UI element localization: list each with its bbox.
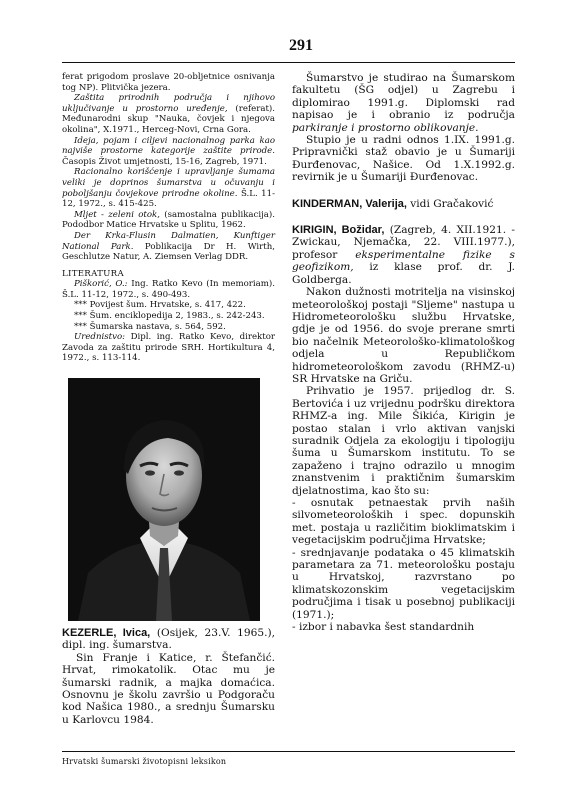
kirigin-paragraph: Nakon dužnosti motritelja na visinskoj meteorološkoj postaji "Sljeme" nastupa u Hidrometeorološku službu Hrvatske, gdje je od 1956. do svoje prerane smrti bio načelnik Meteorološko-klimatološkog odjela u Republičkom hidrometeorološkom zavodu (RHMZ-u) SR Hrvatske na Griču. (292, 286, 515, 385)
entry-kirigin: KIRIGIN, Božidar, (Zagreb, 4. XII.1921. - Zwickau, Njemačka, 22. VIII.1977.), profesor eksperimentalne fizike s geofizikom, iz klase prof. dr. J. Goldberga. (292, 224, 515, 286)
portrait-photo (68, 378, 260, 621)
kirigin-bullet: - izbor i nabavka šest standardnih (292, 621, 475, 634)
kirigin-bullet: - osnutak petnaestak prvih naših silvometeoroloških i spec. dopunskih met. postaja u različitim bioklimatskim i vegetacijskim područjima Hrvatske; (292, 497, 515, 547)
left-paragraph: Racionalno korišćenje i upravljanje šumama veliki je doprinos šumarstva u očuvanju i poboljšanju čovjekove prirodne okoline. Š.L. 11-12, 1972., s. 415-425. (62, 167, 275, 210)
left-paragraph: Mljet - zeleni otok, (samostalna publikacija). Pododbor Matice Hrvatske u Splitu, 1962. (62, 209, 275, 231)
left-paragraph: ferat prigodom proslave 20-obljetnice osnivanja tog NP). Plitvička jezera. (62, 72, 275, 93)
literature-item: *** Šum. enciklopedija 2, 1983., s. 242-243. (74, 311, 265, 322)
kirigin-paragraph: Prihvatio je 1957. prijedlog dr. S. Bertovića i uz vrijednu podršku direktora RHMZ-a ing. Mile Šikića, Kirigin je postao stalan i vrlo aktivan vanjski suradnik Odjela za ekologiju i tipologiju šuma u Šumarskom institutu. To se zapaženo i trajno odrazilo u mnogim znanstvenim i praktičnim šumarskim djelatnostima, kao što su: (292, 385, 515, 497)
footer-rule (62, 751, 515, 752)
literature-item: Piškorić, O.: Ing. Ratko Kevo (In memoriam). Š.L. 11-12, 1972., s. 490-493. (62, 279, 276, 300)
left-paragraph: Ideja, pojam i ciljevi nacionalnog parka kao najviše prostorne kategorije zaštite prirode. Časopis Život umjetnosti, 15-16, Zagreb, 1971. (62, 135, 275, 167)
literature-item: Urednistvo: Dipl. ing. Ratko Kevo, direktor Zavoda za zaštitu prirode SRH. Hortikultura 4, 1972., s. 113-114. (62, 332, 275, 364)
literature-heading: LITERATURA (62, 268, 124, 279)
entry-name: KINDERMAN, Valerija, (292, 197, 407, 210)
entry-name: KIRIGIN, Božidar, (292, 224, 385, 237)
footer-text: Hrvatski šumarski životopisni leksikon (62, 757, 227, 766)
kirigin-bullet: - srednjavanje podataka o 45 klimatskih parametara za 71. meteorološku postaju u Hrvatskoj, razvrstano po klimatskozonskim vegetacijskim područjima i tisak u posebnoj publikaciji (1971.); (292, 546, 515, 621)
header-rule (62, 62, 515, 63)
left-paragraph: Der Krka-Flusin Dalmatien, Kunftiger National Park. Poblikacija Dr H. Wirth, Geschlutze Natur, A. Ziemsen Verlag DDR. (62, 230, 275, 263)
kezerle-employment-paragraph: Stupio je u radni odnos 1.IX. 1991.g. Pripravnički staž obavio je u Šumariji Đurđenovac, Našice. Od 1.X.1992.g. revirnik je u Šumariji Đurđenovac. (292, 134, 515, 184)
literature-item: *** Šumarska nastava, s. 564, 592. (74, 321, 226, 332)
entry-kezerle (62, 627, 275, 726)
kezerle-continued-paragraph: Šumarstvo je studirao na Šumarskom fakultetu (ŠG odjel) u Zagrebu i diplomirao 1991.g. Diplomski rad napisao je i obranio iz područja parkiranje i prostorno oblikovanje. (292, 72, 515, 134)
entry-kezerle-body: Sin Franje i Katice, r. Štefančić. Hrvat, rimokatolik. Otac mu je šumarski radnik, a majka domaćica. Osnovnu je školu završio u Podgoraču kod Našica 1980., a srednju Šumarsku u Karlovcu 1984. (62, 651, 275, 726)
entry-name: KEZERLE, Ivica, (62, 627, 151, 639)
entry-kinderman: KINDERMAN, Valerija, vidi Gračaković (292, 197, 494, 210)
literature-item: *** Povijest šum. Hrvatske, s. 417, 422. (74, 300, 246, 311)
left-column (62, 72, 275, 364)
page-number: 291 (289, 37, 313, 54)
right-column (292, 72, 515, 633)
left-paragraph: Zaštita prirodnih područja i njihovo uključivanje u prostorno uređenje, (referat). Međunarodni skup "Nauka, čovjek i njegova okolina", X.1971., Herceg-Novi, Crna Gora. (62, 93, 275, 135)
entry-kezerle-intro: KEZERLE, Ivica, (Osijek, 23.V. 1965.), dipl. ing. šumarstva. (62, 627, 275, 652)
